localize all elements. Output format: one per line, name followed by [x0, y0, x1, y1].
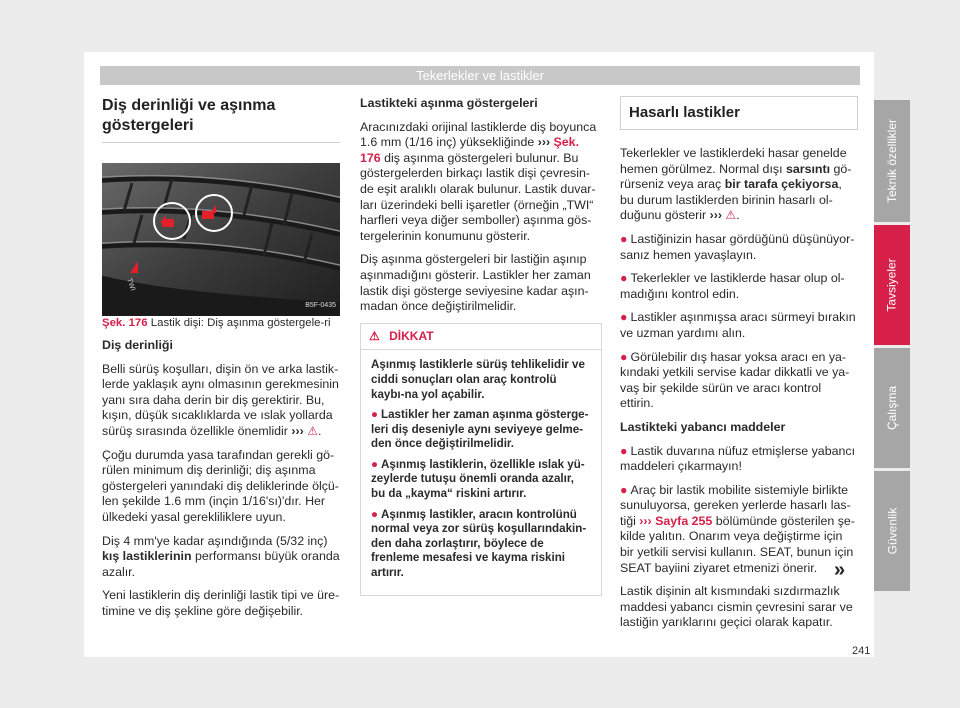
paragraph: Diş 4 mm'ye kadar aşındığında (5/32 inç) kış lastiklerinin performansı büyük oranda azalır.	[102, 533, 340, 579]
tire-tread-illustration	[102, 163, 340, 316]
subheading-tread-depth: Diş derinliği	[102, 338, 173, 352]
paragraph: Çoğu durumda yasa tarafından gerekli gö-rülen minimum diş derinliği; diş aşınma göstergeleri yanındaki diş deliklerinde ölçü-len şekilde 1.6 mm (inçin 1/16'sı)'dır. Her ülkedeki yasal gerekliliklere uyun.	[102, 447, 339, 524]
section-title-tread-depth: Diş derinliği ve aşınma göstergeleri	[102, 97, 276, 134]
cross-ref-arrows[interactable]: ›››	[639, 513, 652, 528]
twi-label: TWI	[125, 277, 137, 292]
list-item: ● Araç bir lastik mobilite sistemiyle birlikte sunuluyorsa, gereken yerlerde hasarlı las-tiği ››› Sayfa 255 bölümünde gösterilen şe-kilde yalıtın. Onarım veya değiştirme için bir yetkili servisi kullanın. SEAT, bunun için SEAT bayiini ziyaret etmenizi önerir.	[620, 482, 855, 575]
warning-item: ● Aşınmış lastikler, aracın kontrolünü normal veya zor sürüş koşullarındakin-den daha zorlaştırır, böylece de frenleme mesafesi ve kayma riskini artırır.	[371, 507, 587, 580]
bullet-icon: ●	[620, 310, 628, 325]
list-item: ● Lastiğinizin hasar gördüğünü düşünüyor-sanız hemen yavaşlayın.	[620, 231, 855, 262]
bullet-icon: ●	[371, 507, 379, 521]
list-item: ● Lastikler aşınmışsa aracı sürmeyi bırakın ve uzman yardımı alın.	[620, 310, 856, 340]
page-number: 241	[852, 645, 871, 657]
bullet-icon: ●	[620, 443, 628, 458]
paragraph: Lastik dişinin alt kısmındaki sızdırmazlık maddesi yabancı cismin çevresini sarar ve lastiğin yarıklarını geçici olarak kapatır.	[620, 584, 853, 630]
chapter-header: Tekerlekler ve lastikler	[100, 66, 860, 85]
cross-ref-arrows[interactable]: ›››	[709, 208, 722, 223]
bullet-icon: ●	[620, 271, 628, 286]
figure-ref-link[interactable]: Şek. 176	[360, 135, 580, 165]
cross-ref-arrows[interactable]: ›››	[291, 423, 304, 438]
column-2	[360, 96, 602, 596]
paragraph: Yeni lastiklerin diş derinliği lastik tipi ve üre-timine ve diş şekline göre değişebilir.	[102, 588, 340, 618]
warning-triangle-icon[interactable]: ⚠	[307, 423, 319, 438]
bullet-icon: ●	[620, 349, 628, 364]
subheading-foreign-objects: Lastikteki yabancı maddeler	[620, 419, 786, 434]
tab-operation[interactable]: Çalışma	[874, 348, 910, 468]
page-ref-link[interactable]: Sayfa 255	[655, 513, 713, 528]
figure-code: B5F-0435	[305, 302, 336, 310]
paragraph: Tekerlekler ve lastiklerdeki hasar genelde hemen görülmez. Normal dışı sarsıntı gö-rürseniz veya araç bir tarafa çekiyorsa, bu durum lastiklerden birinin hasarlı ol-duğunu gösterir ››› ⚠.	[620, 146, 852, 223]
column-3	[620, 96, 858, 639]
bullet-icon: ●	[371, 457, 379, 471]
subheading-wear-indicators: Lastikteki aşınma göstergeleri	[360, 96, 538, 110]
warning-item: ● Lastikler her zaman aşınma gösterge-leri diş deseniyle aynı seviyeye gelme-den önce değiştirilmelidir.	[371, 408, 589, 451]
warning-item: ● Aşınmış lastiklerin, özellikle ıslak yü-zeylerde tutuşu önemli oranda azalır, bu da „kayma“ riskini artırır.	[371, 457, 585, 501]
paragraph: Belli sürüş koşulları, dişin ön ve arka lastik-lerde yaklaşık aynı olmasının gerekmesinin yanı sıra daha derin bir diş gerektirir. Bu, kışın, düşük sıcaklıklarda ve ıslak yollarda sürüş sırasında özellikle önemlidir ››› ⚠.	[102, 361, 339, 438]
paragraph: Aracınızdaki orijinal lastiklerde diş boyunca 1.6 mm (1/16 inç) yüksekliğinde ››› Şek. 176 diş aşınma göstergeleri bulunur. Bu göstergelerden birkaçı lastik dişi çevresin-de eşit aralıklı olarak bulunur. Lastik duvar-ları üzerindeki belli işaretler (örneğin „TWI“ harfleri veya diğer semboller) aşınma gös-tergelerinin konumunu gösterir.	[360, 119, 597, 243]
tab-safety[interactable]: Güvenlik	[874, 471, 910, 591]
continue-icon: »	[834, 559, 846, 581]
tab-technical-specs[interactable]: Teknik özellikler	[874, 100, 910, 222]
bullet-icon: ●	[620, 231, 628, 246]
warning-triangle-icon[interactable]: ⚠	[725, 208, 737, 223]
bullet-icon: ●	[371, 408, 379, 422]
section-title-box	[620, 96, 858, 130]
column-1	[102, 96, 340, 628]
caption-text: Lastik dişi: Diş aşınma göstergele-ri	[150, 317, 331, 329]
warning-box-header	[361, 324, 601, 351]
warning-box	[360, 323, 602, 596]
section-title-damaged-tires: Hasarlı lastikler	[629, 104, 740, 121]
warning-intro: Aşınmış lastiklerle sürüş tehlikelidir ve ciddi sonuçları olan araç kontrolü kaybı-na yol açabilir.	[371, 358, 585, 401]
figure-caption	[102, 316, 340, 330]
title-divider	[102, 142, 340, 143]
list-item: ● Lastik duvarına nüfuz etmişlerse yabancı maddeleri çıkarmayın!	[620, 443, 856, 474]
warning-box-body	[361, 350, 601, 594]
cross-ref-arrows[interactable]: ›››	[537, 135, 551, 150]
paragraph: Diş aşınma göstergeleri bir lastiğin aşınıp aşınmadığını gösterir. Lastikler her zaman lastik dişi gösterge seviyesine kadar aşın-madan önce değiştirilmelidir.	[360, 252, 591, 314]
bullet-icon: ●	[620, 482, 628, 497]
list-item: ● Görülebilir dış hasar yoksa aracı en ya-kındaki yetkili servise kadar dikkatli ve ya-vaş bir şekilde sürün ve aracı kontrol ettirin.	[620, 349, 850, 411]
list-item: ● Tekerlekler ve lastiklerde hasar olup ol-madığını kontrol edin.	[620, 271, 845, 301]
tire-tread-figure	[102, 163, 340, 316]
warning-heading: DİKKAT	[389, 328, 434, 343]
warning-triangle-icon: ⚠	[369, 328, 380, 343]
figure-ref[interactable]: Şek. 176	[102, 317, 148, 329]
tab-tips[interactable]: Tavsiyeler	[874, 225, 910, 345]
